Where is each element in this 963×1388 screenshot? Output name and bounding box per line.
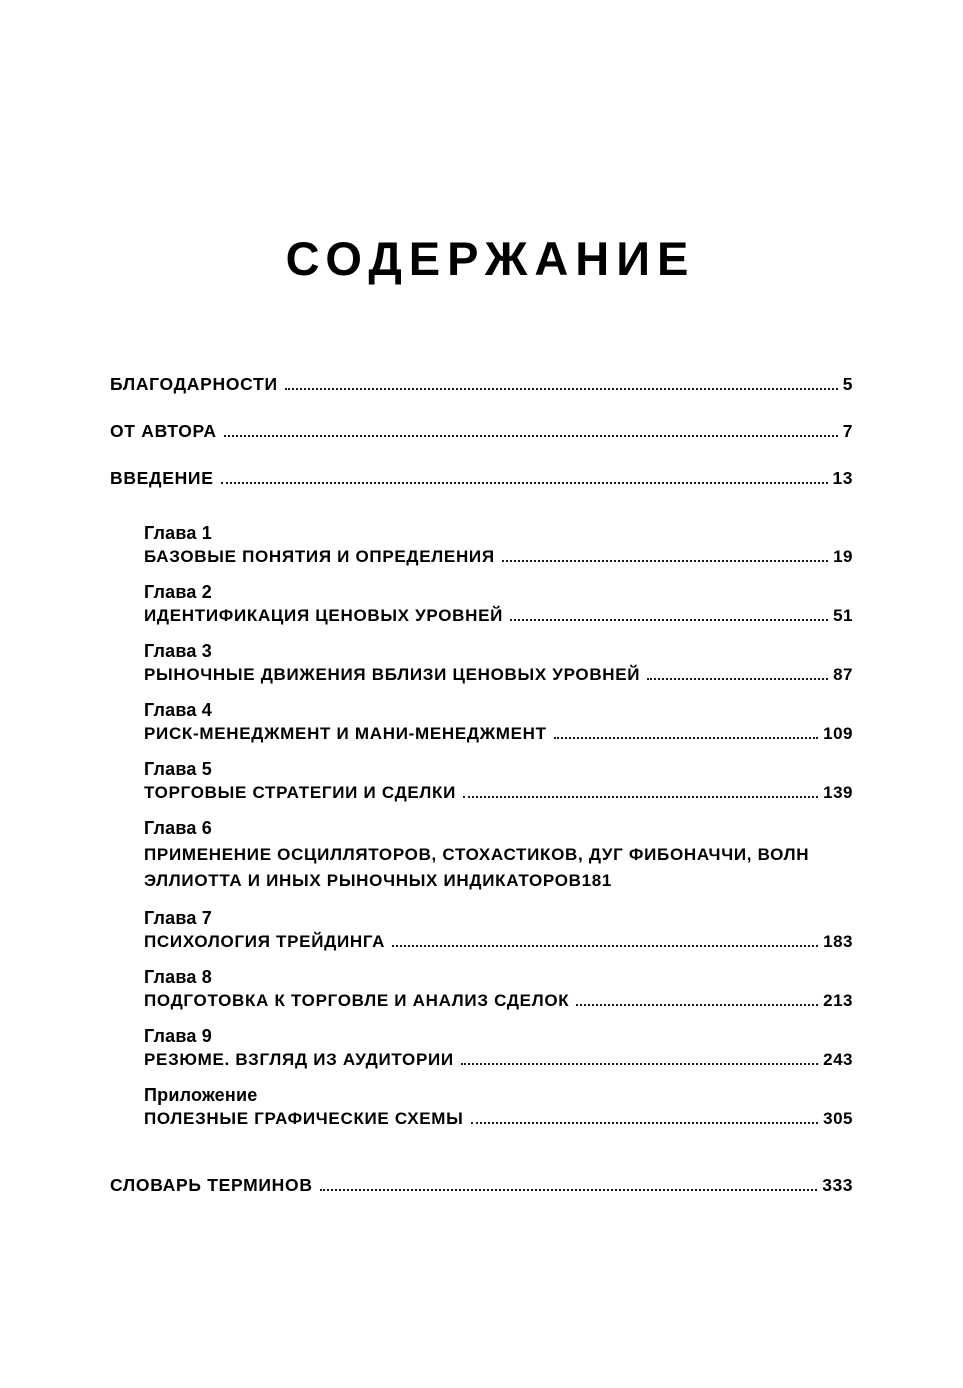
leader-dots	[224, 434, 838, 437]
chapter-title-row[interactable]	[144, 724, 853, 744]
toc-entry-label: БЛАГОДАРНОСТИ	[110, 374, 278, 394]
toc-entry-label: ОТ АВТОРА	[110, 421, 217, 441]
toc-entry-label: ВВЕДЕНИЕ	[110, 468, 214, 488]
chapter-title: ПОЛЕЗНЫЕ ГРАФИЧЕСКИЕ СХЕМЫ	[144, 1109, 464, 1128]
spacer	[110, 515, 853, 523]
leader-dots	[510, 618, 828, 621]
leader-dots	[463, 795, 818, 798]
leader-dots	[461, 1062, 818, 1065]
chapter-label: Глава 9	[144, 1026, 213, 1046]
chapter-page: 183	[823, 932, 853, 951]
chapter-title-block[interactable]	[144, 842, 853, 893]
chapter-title: РИСК-МЕНЕДЖМЕНТ И МАНИ-МЕНЕДЖМЕНТ	[144, 724, 547, 743]
toc-entry-label: СЛОВАРЬ ТЕРМИНОВ	[110, 1175, 313, 1195]
chapter-title-line-2: ЭЛЛИОТТА И ИНЫХ РЫНОЧНЫХ ИНДИКАТОРОВ	[144, 870, 582, 890]
chapter-title-row[interactable]	[144, 991, 853, 1011]
toc-chapter-3[interactable]	[144, 641, 853, 685]
chapter-title: ПСИХОЛОГИЯ ТРЕЙДИНГА	[144, 932, 386, 951]
chapter-page: 305	[823, 1109, 853, 1128]
toc-entry-page: 7	[842, 421, 853, 441]
chapter-label: Глава 2	[144, 582, 213, 602]
toc-list	[110, 374, 853, 1196]
chapter-title-row[interactable]	[144, 783, 853, 803]
chapter-page: 139	[823, 783, 853, 802]
chapter-title-row[interactable]	[144, 665, 853, 685]
chapter-title: РЫНОЧНЫЕ ДВИЖЕНИЯ ВБЛИЗИ ЦЕНОВЫХ УРОВНЕЙ	[144, 665, 641, 684]
toc-appendix[interactable]	[144, 1085, 853, 1129]
chapter-page: 19	[833, 547, 853, 566]
toc-entry-acknowledgements[interactable]	[110, 374, 853, 395]
chapter-label: Глава 8	[144, 967, 213, 987]
chapter-title-row[interactable]	[144, 606, 853, 626]
chapter-label: Глава 7	[144, 908, 213, 928]
chapter-title: РЕЗЮМЕ. ВЗГЛЯД ИЗ АУДИТОРИИ	[144, 1050, 454, 1069]
chapter-label: Глава 1	[144, 523, 213, 543]
chapter-title: ТОРГОВЫЕ СТРАТЕГИИ И СДЕЛКИ	[144, 783, 457, 802]
chapter-page: 243	[823, 1050, 853, 1069]
toc-chapter-9[interactable]	[144, 1026, 853, 1070]
leader-dots	[392, 944, 818, 947]
chapter-page: 51	[833, 606, 853, 625]
leader-dots	[320, 1188, 818, 1191]
toc-chapter-5[interactable]	[144, 759, 853, 803]
chapter-label: Глава 5	[144, 759, 213, 779]
page-title: СОДЕРЖАНИЕ	[285, 232, 696, 285]
chapter-label: Глава 3	[144, 641, 213, 661]
leader-dots	[647, 677, 828, 680]
leader-dots	[471, 1121, 819, 1124]
leader-dots	[554, 736, 818, 739]
chapter-label: Глава 6	[144, 818, 213, 838]
chapter-page: 109	[823, 724, 853, 743]
toc-chapter-4[interactable]	[144, 700, 853, 744]
toc-chapter-1[interactable]	[144, 523, 853, 567]
chapter-title-row[interactable]	[144, 932, 853, 952]
toc-chapter-6[interactable]	[144, 818, 853, 893]
chapter-title-line-1: ПРИМЕНЕНИЕ ОСЦИЛЛЯТОРОВ, СТОХАСТИКОВ, ДУГ ФИБОНАЧЧИ, ВОЛН	[144, 845, 810, 864]
chapter-title: БАЗОВЫЕ ПОНЯТИЯ И ОПРЕДЕЛЕНИЯ	[144, 547, 495, 566]
chapter-title-row[interactable]	[144, 547, 853, 567]
chapter-page: 87	[833, 665, 853, 684]
leader-dots	[502, 559, 828, 562]
chapter-page: 213	[823, 991, 853, 1010]
chapter-label: Приложение	[144, 1085, 258, 1105]
chapter-title-row[interactable]	[144, 1109, 853, 1129]
toc-entry-introduction[interactable]	[110, 468, 853, 489]
toc-entry-page: 5	[842, 374, 853, 394]
chapter-page: 181	[581, 870, 613, 890]
toc-chapter-2[interactable]	[144, 582, 853, 626]
toc-chapter-7[interactable]	[144, 908, 853, 952]
leader-dots	[285, 387, 838, 390]
toc-entry-from-author[interactable]	[110, 421, 853, 442]
chapter-title-row[interactable]	[144, 1050, 853, 1070]
chapter-label: Глава 4	[144, 700, 213, 720]
toc-entry-page: 333	[822, 1175, 853, 1195]
toc-entry-page: 13	[832, 468, 853, 488]
chapter-title: ИДЕНТИФИКАЦИЯ ЦЕНОВЫХ УРОВНЕЙ	[144, 606, 504, 625]
chapter-title: ПОДГОТОВКА К ТОРГОВЛЕ И АНАЛИЗ СДЕЛОК	[144, 991, 570, 1010]
toc-entry-glossary[interactable]	[110, 1175, 853, 1196]
toc-chapter-8[interactable]	[144, 967, 853, 1011]
leader-dots	[221, 481, 828, 484]
leader-dots	[576, 1003, 818, 1006]
